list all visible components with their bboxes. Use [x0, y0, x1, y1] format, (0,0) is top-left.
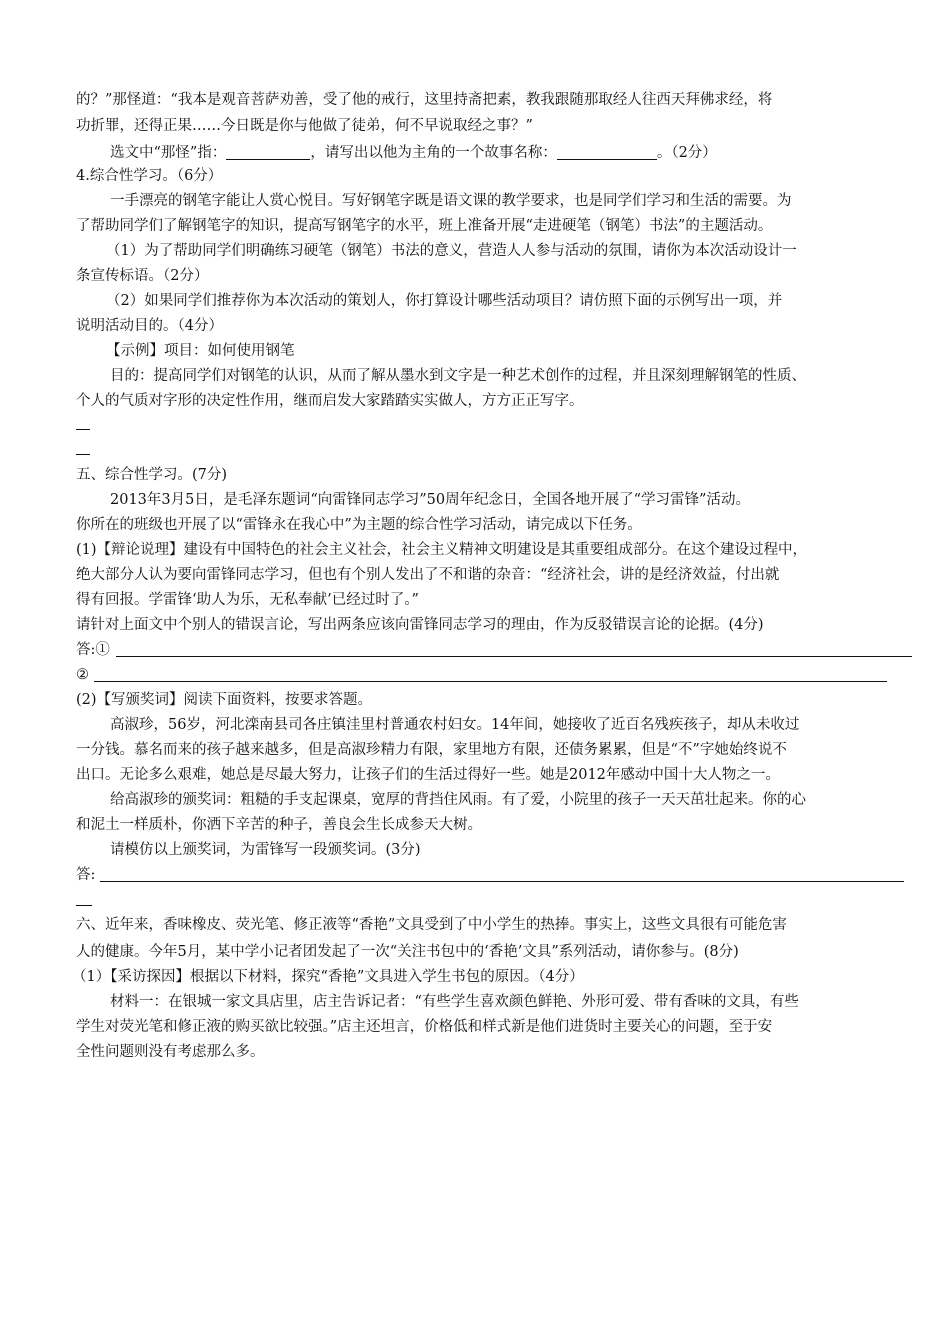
- text-line: 个人的气质对字形的决定性作用，继而启发大家踏踏实实做人，方方正正写字。: [76, 393, 584, 409]
- section-heading: 4.综合性学习。（6分）: [76, 168, 223, 184]
- answer-blank[interactable]: [76, 429, 90, 430]
- answer-blank[interactable]: [100, 881, 904, 882]
- text-line: （1）为了帮助同学们明确练习硬笔（钢笔）书法的意义，营造人人参与活动的氛围，请你为本次活动设计一: [106, 243, 797, 259]
- text-line: 的？”那怪道：“我本是观音菩萨劝善，受了他的戒行，这里持斋把素，教我跟随那取经人往西天拜佛求经，将: [76, 92, 773, 108]
- answer-blank[interactable]: [226, 144, 310, 160]
- text-line: 和泥土一样质朴，你洒下辛苦的种子，善良会生长成参天大树。: [76, 817, 482, 833]
- text-line: 出口。无论多么艰难，她总是尽最大努力，让孩子们的生活过得好一些。她是2012年感动中国十大人物之一。: [76, 767, 780, 783]
- text-line: 全性问题则没有考虑那么多。: [76, 1044, 265, 1060]
- text-line: 人的健康。今年5月，某中学小记者团发起了一次“关注书包中的‘香艳’文具”系列活动，请你参与。(8分): [76, 944, 739, 960]
- text-segment: 。（2分）: [656, 145, 717, 161]
- text-line: 请针对上面文中个别人的错误言论，写出两条应该向雷锋同志学习的理由，作为反驳错误言论的论据。(4分): [76, 617, 764, 633]
- text-line: （2）如果同学们推荐你为本次活动的策划人，你打算设计哪些活动项目？请仿照下面的示例写出一项，并: [106, 293, 783, 309]
- answer-blank[interactable]: [76, 454, 90, 455]
- text-line: (2)【写颁奖词】阅读下面资料，按要求答题。: [76, 692, 373, 708]
- text-line: (1)【辩论说理】建设有中国特色的社会主义社会，社会主义精神文明建设是其重要组成部分。在这个建设过程中，: [76, 542, 808, 558]
- answer-blank[interactable]: [94, 681, 887, 682]
- text-line: 请模仿以上颁奖词，为雷锋写一段颁奖词。(3分): [110, 842, 421, 858]
- text-line: 2013年3月5日，是毛泽东题词“向雷锋同志学习”50周年纪念日，全国各地开展了“学习雷锋”活动。: [110, 492, 750, 508]
- text-line: 说明活动目的。（4分）: [76, 318, 223, 334]
- answer-blank[interactable]: [557, 144, 657, 160]
- text-line: 一手漂亮的钢笔字能让人赏心悦目。写好钢笔字既是语文课的教学要求，也是同学们学习和生活的需要。为: [110, 193, 792, 209]
- section-heading: 六、近年来，香味橡皮、荧光笔、修正液等“香艳”文具受到了中小学生的热捧。事实上，这些文具很有可能危害: [76, 917, 787, 933]
- section-heading: 五、综合性学习。(7分): [76, 467, 228, 483]
- text-line: 学生对荧光笔和修正液的购买欲比较强。”店主还坦言，价格低和样式新是他们进货时主要关心的问题，至于安: [76, 1019, 773, 1035]
- text-line: （1）【采访探因】根据以下材料，探究“香艳”文具进入学生书包的原因。（4分）: [72, 969, 584, 985]
- text-line: 功折罪，还得正果……今日既是你与他做了徒弟，何不早说取经之事？”: [76, 118, 533, 134]
- answer-label: 答:: [76, 867, 96, 883]
- text-line: 得有回报。学雷锋‘助人为乐，无私奉献’已经过时了。”: [76, 592, 419, 608]
- answer-label: ②: [76, 667, 89, 683]
- text-line: 绝大部分人认为要向雷锋同志学习，但也有个别人发出了不和谐的杂音：“经济社会，讲的是经济效益，付出就: [76, 567, 780, 583]
- text-line: 高淑珍，56岁，河北滦南县司各庄镇洼里村普通农村妇女。14年间，她接收了近百名残疾孩子，却从未收过: [110, 717, 800, 733]
- text-line: 给高淑珍的颁奖词：粗糙的手支起课桌，宽厚的背挡住风雨。有了爱，小院里的孩子一天天茁壮起来。你的心: [110, 792, 806, 808]
- question-3-line: [110, 144, 717, 161]
- answer-label: 答:①: [76, 642, 110, 658]
- answer-blank[interactable]: [76, 905, 92, 906]
- text-line: 【示例】项目：如何使用钢笔: [106, 343, 295, 359]
- text-segment: ，请写出以他为主角的一个故事名称：: [310, 145, 557, 161]
- text-line: 条宣传标语。（2分）: [76, 268, 209, 284]
- text-line: 目的：提高同学们对钢笔的认识，从而了解从墨水到文字是一种艺术创作的过程，并且深刻理解钢笔的性质、: [110, 368, 806, 384]
- text-line: 了帮助同学们了解钢笔字的知识，提高写钢笔字的水平，班上准备开展“走进硬笔（钢笔）书法”的主题活动。: [76, 218, 773, 234]
- text-segment: 选文中“那怪”指：: [110, 145, 227, 161]
- text-line: 材料一：在银城一家文具店里，店主告诉记者：“有些学生喜欢颜色鲜艳、外形可爱、带有香味的文具，有些: [110, 994, 799, 1010]
- text-line: 你所在的班级也开展了以“雷锋永在我心中”为主题的综合性学习活动，请完成以下任务。: [76, 517, 642, 533]
- text-line: 一分钱。慕名而来的孩子越来越多，但是高淑珍精力有限，家里地方有限，还债务累累，但是“不”字她始终说不: [76, 742, 787, 758]
- answer-blank[interactable]: [116, 656, 912, 657]
